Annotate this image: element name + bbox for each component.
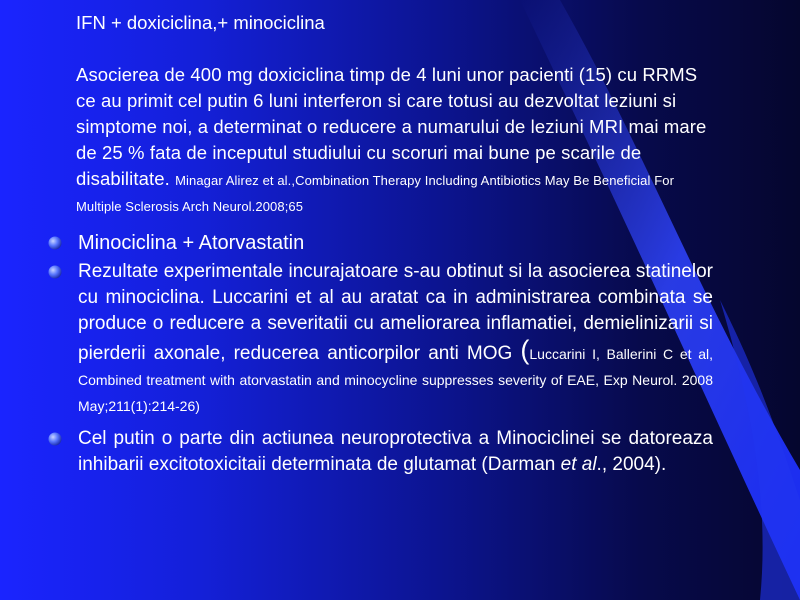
- intro-citation: Minagar Alirez et al.,Combination Therapy Including Antibiotics May Be Beneficial For Multiple Sclerosis Arch Neurol.2008;65: [76, 173, 675, 214]
- bullet-text: Cel putin o parte din actiunea neuroprotectiva a Minociclinei se datoreaza inhibarii excitotoxicitaii determinata de glutamat (Darman: [78, 428, 713, 475]
- slide-heading: IFN + doxiciclina,+ minociclina: [76, 12, 325, 33]
- bullet-text: Minociclina + Atorvastatin: [78, 232, 305, 254]
- et-al-italic: et al: [560, 454, 597, 475]
- bullet-list: [47, 230, 713, 480]
- bullet-sphere-icon: [48, 265, 62, 279]
- bullet-sphere-icon: [48, 236, 62, 250]
- intro-block: [76, 10, 716, 218]
- open-parenthesis: (: [520, 335, 530, 365]
- bullet-item: [47, 230, 713, 256]
- bullet-item: [47, 426, 713, 478]
- intro-paragraph-text: Asocierea de 400 mg doxiciclina timp de 4 luni unor pacienti (15) cu RRMS ce au primit cel putin 6 luni interferon si care totusi au dezvoltat leziuni si simptome noi, a determinat o reducere a numarului de leziuni MRI mai mare de 25 % fata de inceputul studiului cu scoruri mai bune pe scarile de disabilitate.: [76, 64, 707, 189]
- bullet-sphere-icon: [48, 432, 62, 446]
- intro-paragraph: [76, 62, 716, 218]
- bullet-citation: Luccarini I, Ballerini C et al, Combined treatment with atorvastatin and minocycline suppresses severity of EAE, Exp Neurol. 2008 May;211(1):214-26): [78, 346, 713, 414]
- bullet-item: [47, 259, 713, 419]
- bullet-text-tail: ., 2004).: [596, 454, 667, 475]
- bullet-text: Rezultate experimentale incurajatoare s-au obtinut si la asocierea statinelor cu minociclina. Luccarini et al au aratat ca in administrarea combinata se produce o reducere a severitatii cu ameliorarea inflamatiei, demielinizarii si pierderii axonale, reducerea anticorpilor anti MOG: [78, 261, 713, 364]
